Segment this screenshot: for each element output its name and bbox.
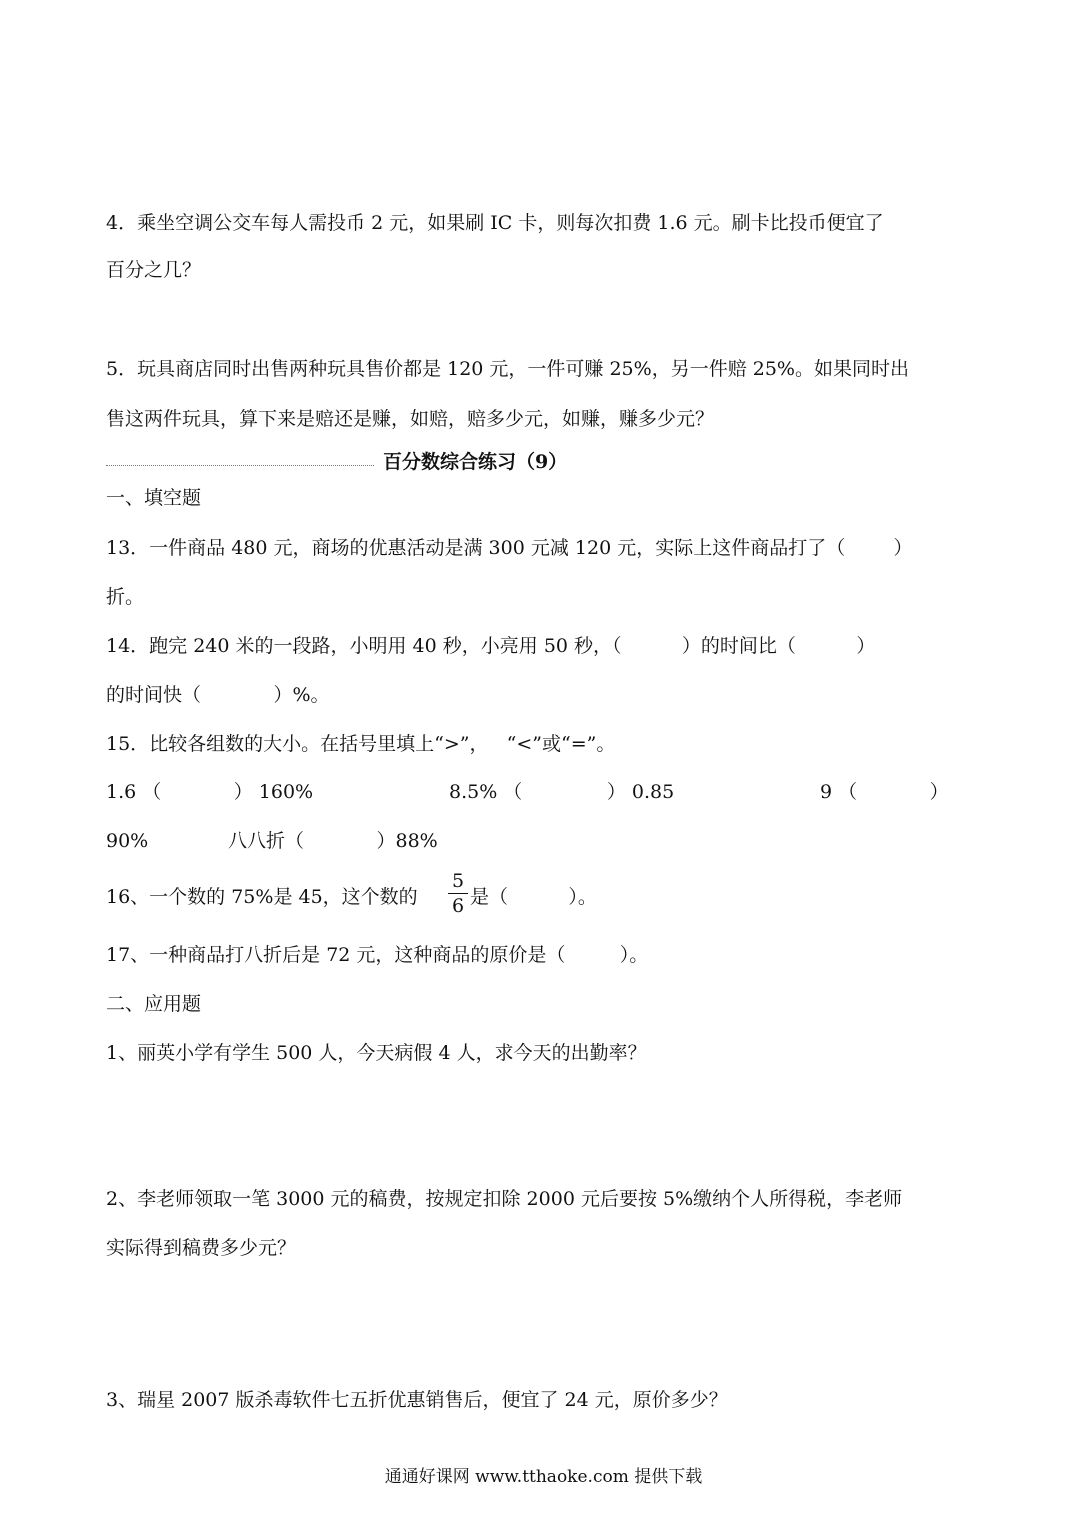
compare-item-4: 八八折（ ）88% — [228, 830, 438, 852]
question-16-before: 16、一个数的 75%是 45，这个数的 — [106, 886, 418, 908]
question-5-line-2: 售这两件玩具，算下来是赔还是赚，如赔，赔多少元，如赚，赚多少元？ — [106, 408, 715, 430]
question-14-line-1: 14．跑完 240 米的一段路，小明用 40 秒，小亮用 50 秒，（ ）的时间比（ ） — [106, 635, 876, 657]
question-4-line-1: 4．乘坐空调公交车每人需投币 2 元，如果刷 IC 卡，则每次扣费 1.6 元。刷卡比投币便宜了 — [106, 212, 884, 234]
section-title: 百分数综合练习（9） — [383, 451, 568, 473]
footer-credit: 通通好课网 www.tthaoke.com 提供下载 — [384, 1467, 703, 1487]
compare-item-2: 8.5% （ ） 0.85 — [449, 781, 675, 803]
part-2-heading: 二、应用题 — [106, 993, 202, 1015]
question-15-line-1: 15．比较各组数的大小。在括号里填上“>”， “<”或“=”。 — [106, 733, 616, 755]
fraction-five-sixths — [448, 870, 468, 917]
question-13-line-2: 折。 — [106, 586, 145, 608]
question-4-line-2: 百分之几？ — [106, 259, 202, 281]
application-question-2-line-1: 2、李老师领取一笔 3000 元的稿费，按规定扣除 2000 元后要按 5%缴纳个人所得税，李老师 — [106, 1188, 903, 1210]
fraction-denominator: 6 — [451, 895, 465, 917]
question-5-line-1: 5．玩具商店同时出售两种玩具售价都是 120 元，一件可赚 25%，另一件赔 25%。如果同时出 — [106, 358, 909, 380]
fraction-numerator: 5 — [451, 870, 465, 892]
application-question-2-line-2: 实际得到稿费多少元？ — [106, 1237, 297, 1259]
compare-item-3-tail: 90% — [106, 830, 149, 852]
compare-item-1: 1.6 （ ） 160% — [106, 781, 314, 803]
compare-item-3: 9 （ ） — [820, 781, 949, 803]
question-14-line-2: 的时间快（ ）%。 — [106, 684, 330, 706]
question-17: 17、一种商品打八折后是 72 元，这种商品的原价是（ ）。 — [106, 944, 649, 966]
question-16-after: 是（ ）。 — [470, 886, 597, 908]
dotted-separator — [106, 465, 374, 467]
fraction-bar — [448, 893, 468, 894]
application-question-3: 3、瑞星 2007 版杀毒软件七五折优惠销售后，便宜了 24 元，原价多少？ — [106, 1389, 728, 1411]
application-question-1: 1、丽英小学有学生 500 人，今天病假 4 人，求今天的出勤率？ — [106, 1042, 647, 1064]
question-13-line-1: 13．一件商品 480 元，商场的优惠活动是满 300 元减 120 元，实际上这件商品打了（ ） — [106, 537, 913, 559]
part-1-heading: 一、填空题 — [106, 487, 202, 509]
